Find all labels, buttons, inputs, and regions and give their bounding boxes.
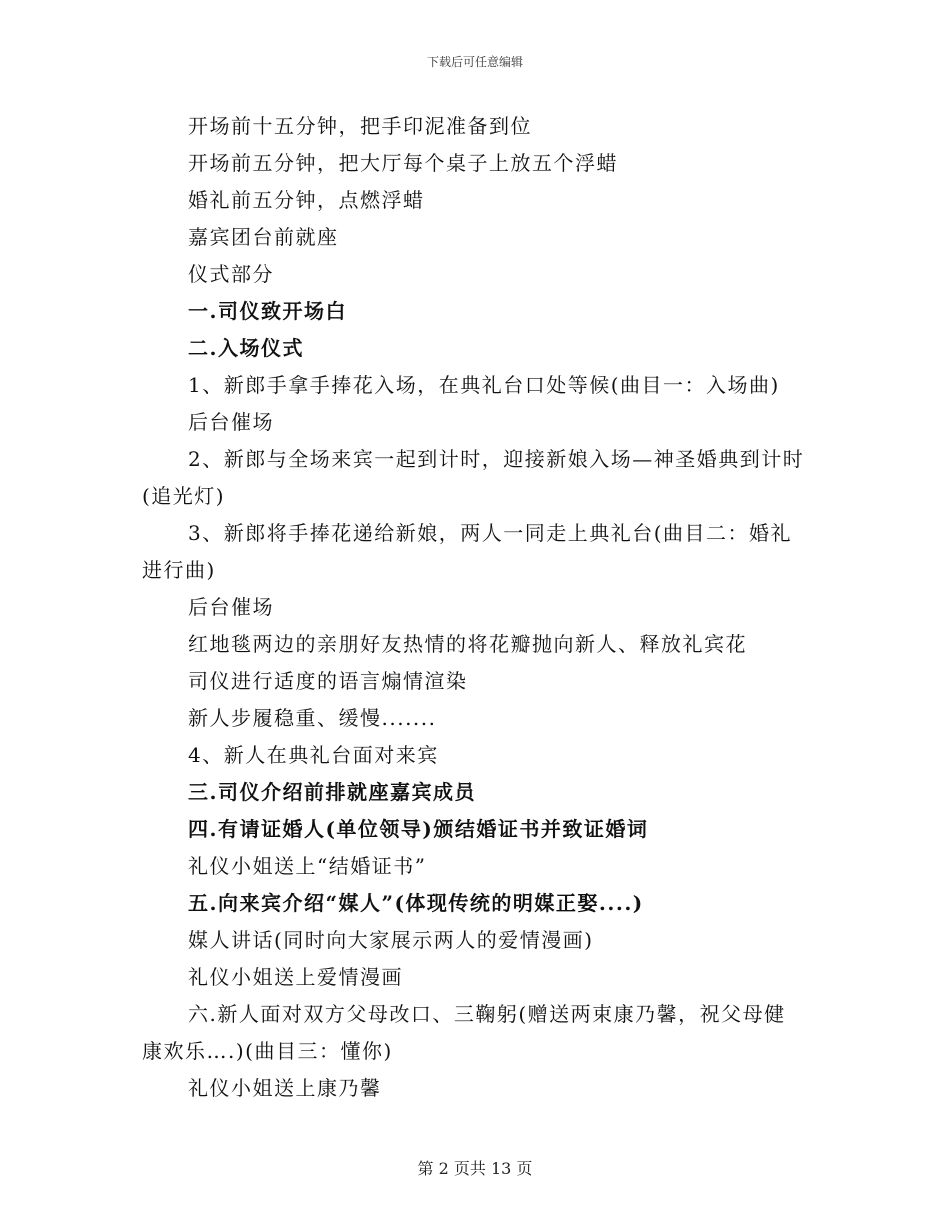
page-header: 下载后可任意编辑: [426, 55, 523, 69]
text-line: 3、新郎将手捧花递给新娘，两人一同走上典礼台(曲目二：婚礼: [188, 521, 793, 545]
section-heading: 一.司仪致开场白: [188, 299, 347, 323]
text-line: 司仪进行适度的语言煽情渲染: [188, 669, 468, 693]
text-line: 礼仪小姐送上“结婚证书”: [188, 854, 427, 878]
document-body: [142, 108, 810, 1107]
text-line: 后台催场: [188, 595, 274, 619]
text-line: (追光灯): [142, 484, 226, 508]
text-line: 婚礼前五分钟，点燃浮蜡: [188, 188, 425, 212]
text-line: 康欢乐….)(曲目三：懂你): [142, 1039, 393, 1063]
text-line: 六.新人面对双方父母改口、三鞠躬(赠送两束康乃馨，祝父母健: [188, 1002, 786, 1026]
text-line: 后台催场: [188, 410, 274, 434]
text-line: 1、新郎手拿手捧花入场，在典礼台口处等候(曲目一：入场曲): [188, 373, 780, 397]
text-line: 礼仪小姐送上康乃馨: [188, 1076, 382, 1100]
text-line: 新人步履稳重、缓慢.......: [188, 706, 437, 730]
text-line: 进行曲): [142, 558, 216, 582]
text-line: 礼仪小姐送上爱情漫画: [188, 965, 403, 989]
text-line: 仪式部分: [188, 262, 274, 286]
text-line: 红地毯两边的亲朋好友热情的将花瓣抛向新人、释放礼宾花: [188, 632, 747, 656]
section-heading: 二.入场仪式: [188, 336, 304, 360]
text-line: 开场前十五分钟，把手印泥准备到位: [188, 114, 532, 138]
section-heading: 五.向来宾介绍“媒人”(体现传统的明媒正娶....): [188, 891, 644, 915]
text-line: 4、新人在典礼台面对来宾: [188, 743, 439, 767]
section-heading: 三.司仪介绍前排就座嘉宾成员: [188, 780, 476, 804]
text-line: 媒人讲话(同时向大家展示两人的爱情漫画): [188, 928, 594, 952]
text-line: 2、新郎与全场来宾一起到计时，迎接新娘入场—神圣婚典到计时: [188, 447, 805, 471]
text-line: 开场前五分钟，把大厅每个桌子上放五个浮蜡: [188, 151, 618, 175]
text-line: 嘉宾团台前就座: [188, 225, 339, 249]
section-heading: 四.有请证婚人(单位领导)颁结婚证书并致证婚词: [188, 817, 649, 841]
page-footer: 第 2 页共 13 页: [417, 1159, 533, 1178]
